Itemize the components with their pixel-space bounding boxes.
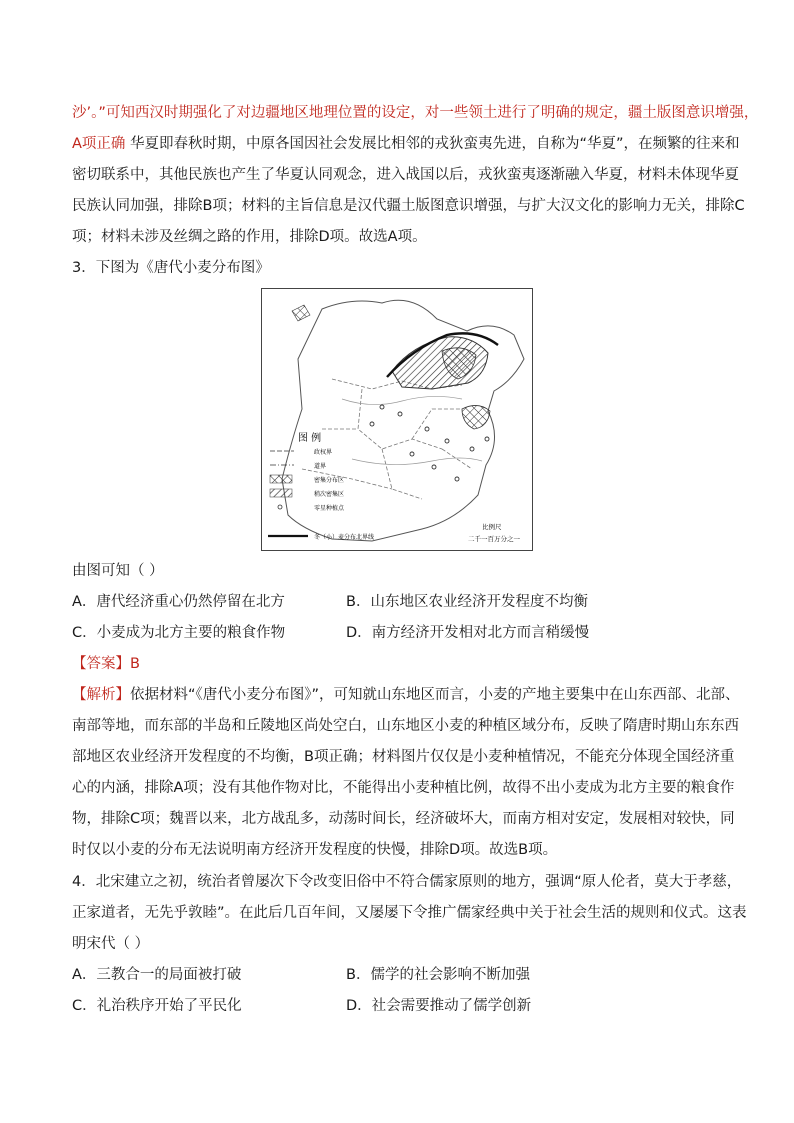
q4-option-a[interactable]: A．三教合一的局面被打破 <box>72 967 242 983</box>
q2-text-line-3: 密切联系中，其他民族也产生了华夏认同观念，进入战国以后，戎狄蛮夷逐渐融入华夏，材料未体现华夏 <box>72 167 739 183</box>
q3-analysis-line-1 <box>72 685 740 705</box>
q3-option-c[interactable]: C．小麦成为北方主要的粮食作物 <box>72 625 286 641</box>
q2-text-line-4: 民族认同加强，排除B项；材料的主旨信息是汉代疆土版图意识增强，与扩大汉文化的影响力无关，排除C <box>72 198 745 214</box>
analysis-label: 【解析】 <box>72 687 130 703</box>
q2-text-line-2 <box>72 134 740 154</box>
q3-analysis-line-3: 部地区农业经济开发程度的不均衡，B项正确；材料图片仅仅是小麦种植情况，不能充分体现全国经济重 <box>72 749 735 765</box>
q4-option-b[interactable]: B．儒学的社会影响不断加强 <box>346 967 530 983</box>
legend-scattered: 零星种植点 <box>314 505 345 512</box>
analysis-text-1: 依据材料“《唐代小麦分布图》”，可知就山东地区而言，小麦的产地主要集中在山东西部、北部、 <box>130 687 740 703</box>
q2-text-line-5: 项；材料未涉及丝绸之路的作用，排除D项。故选A项。 <box>72 229 427 245</box>
q2-correct-mark: A项正确 <box>72 136 126 152</box>
q4-stem-line-1: 4．北宋建立之初，统治者曾屡次下令改变旧俗中不符合儒家原则的地方，强调“原人伦者，莫大于孝慈， <box>72 874 742 890</box>
q4-stem-line-2: 正家道者，无先乎敦睦”。在此后几百年间，又屡屡下令推广儒家经典中关于社会生活的规则和仪式。这表 <box>72 905 747 921</box>
q3-option-d[interactable]: D．南方经济开发相对北方而言稍缓慢 <box>346 625 590 641</box>
map-rivers <box>342 396 482 464</box>
q3-analysis-line-4: 心的内涵，排除A项；没有其他作物对比，不能得出小麦种植比例，故得不出小麦成为北方主要的粮食作 <box>72 780 735 796</box>
scale-value: 二千一百万分之一 <box>468 535 520 543</box>
q2-text-line-1: 沙’。”可知西汉时期强化了对边疆地区地理位置的设定，对一些领土进行了明确的规定，疆土版图意识增强， <box>72 105 759 121</box>
q4-stem-line-3: 明宋代（ ） <box>72 936 150 952</box>
answer-value: B <box>130 656 140 672</box>
legend-dense: 密集分布区 <box>314 477 345 484</box>
q2-text-line-2-rest: 华夏即春秋时期，中原各国因社会发展比相邻的戎狄蛮夷先进，自称为“华夏”，在频繁的往来和 <box>130 136 740 152</box>
legend-regime-border: 政权界 <box>314 449 333 456</box>
legend-title: 图 例 <box>298 433 322 444</box>
q3-analysis-line-6: 时仅以小麦的分布无法说明南方经济开发程度的快慢，排除D项。故选B项。 <box>72 842 558 858</box>
tang-wheat-map <box>261 288 533 551</box>
map-figure <box>262 289 532 550</box>
q3-analysis-line-2: 南部等地，而东部的半岛和丘陵地区尚处空白，山东地区小麦的种植区域分布，反映了隋唐时期山东东西 <box>72 718 739 734</box>
q3-option-a[interactable]: A．唐代经济重心仍然停留在北方 <box>72 594 285 610</box>
q3-stem: 3．下图为《唐代小麦分布图》 <box>72 260 270 276</box>
q3-analysis-line-5: 物，排除C项；魏晋以来，北方战乱多，动荡时间长，经济破坏大，而南方相对安定，发展相对较快，同 <box>72 811 735 827</box>
scale-label: 比例尺 <box>482 523 502 531</box>
q4-option-d[interactable]: D．社会需要推动了儒学创新 <box>346 998 532 1014</box>
legend-circuit-border: 道界 <box>314 463 327 470</box>
legend-secondary: 稍次密集区 <box>314 491 345 498</box>
secondary-area-west <box>292 305 310 321</box>
answer-label: 【答案】 <box>72 656 130 672</box>
q3-answer <box>72 654 140 674</box>
q3-option-b[interactable]: B．山东地区农业经济开发程度不均衡 <box>346 594 588 610</box>
secondary-area-south <box>462 405 490 429</box>
q3-prompt: 由图可知（ ） <box>72 563 164 579</box>
legend-north-line: 冬（小）麦分布北界线 <box>314 534 375 541</box>
q4-option-c[interactable]: C．礼治秩序开始了平民化 <box>72 998 242 1014</box>
